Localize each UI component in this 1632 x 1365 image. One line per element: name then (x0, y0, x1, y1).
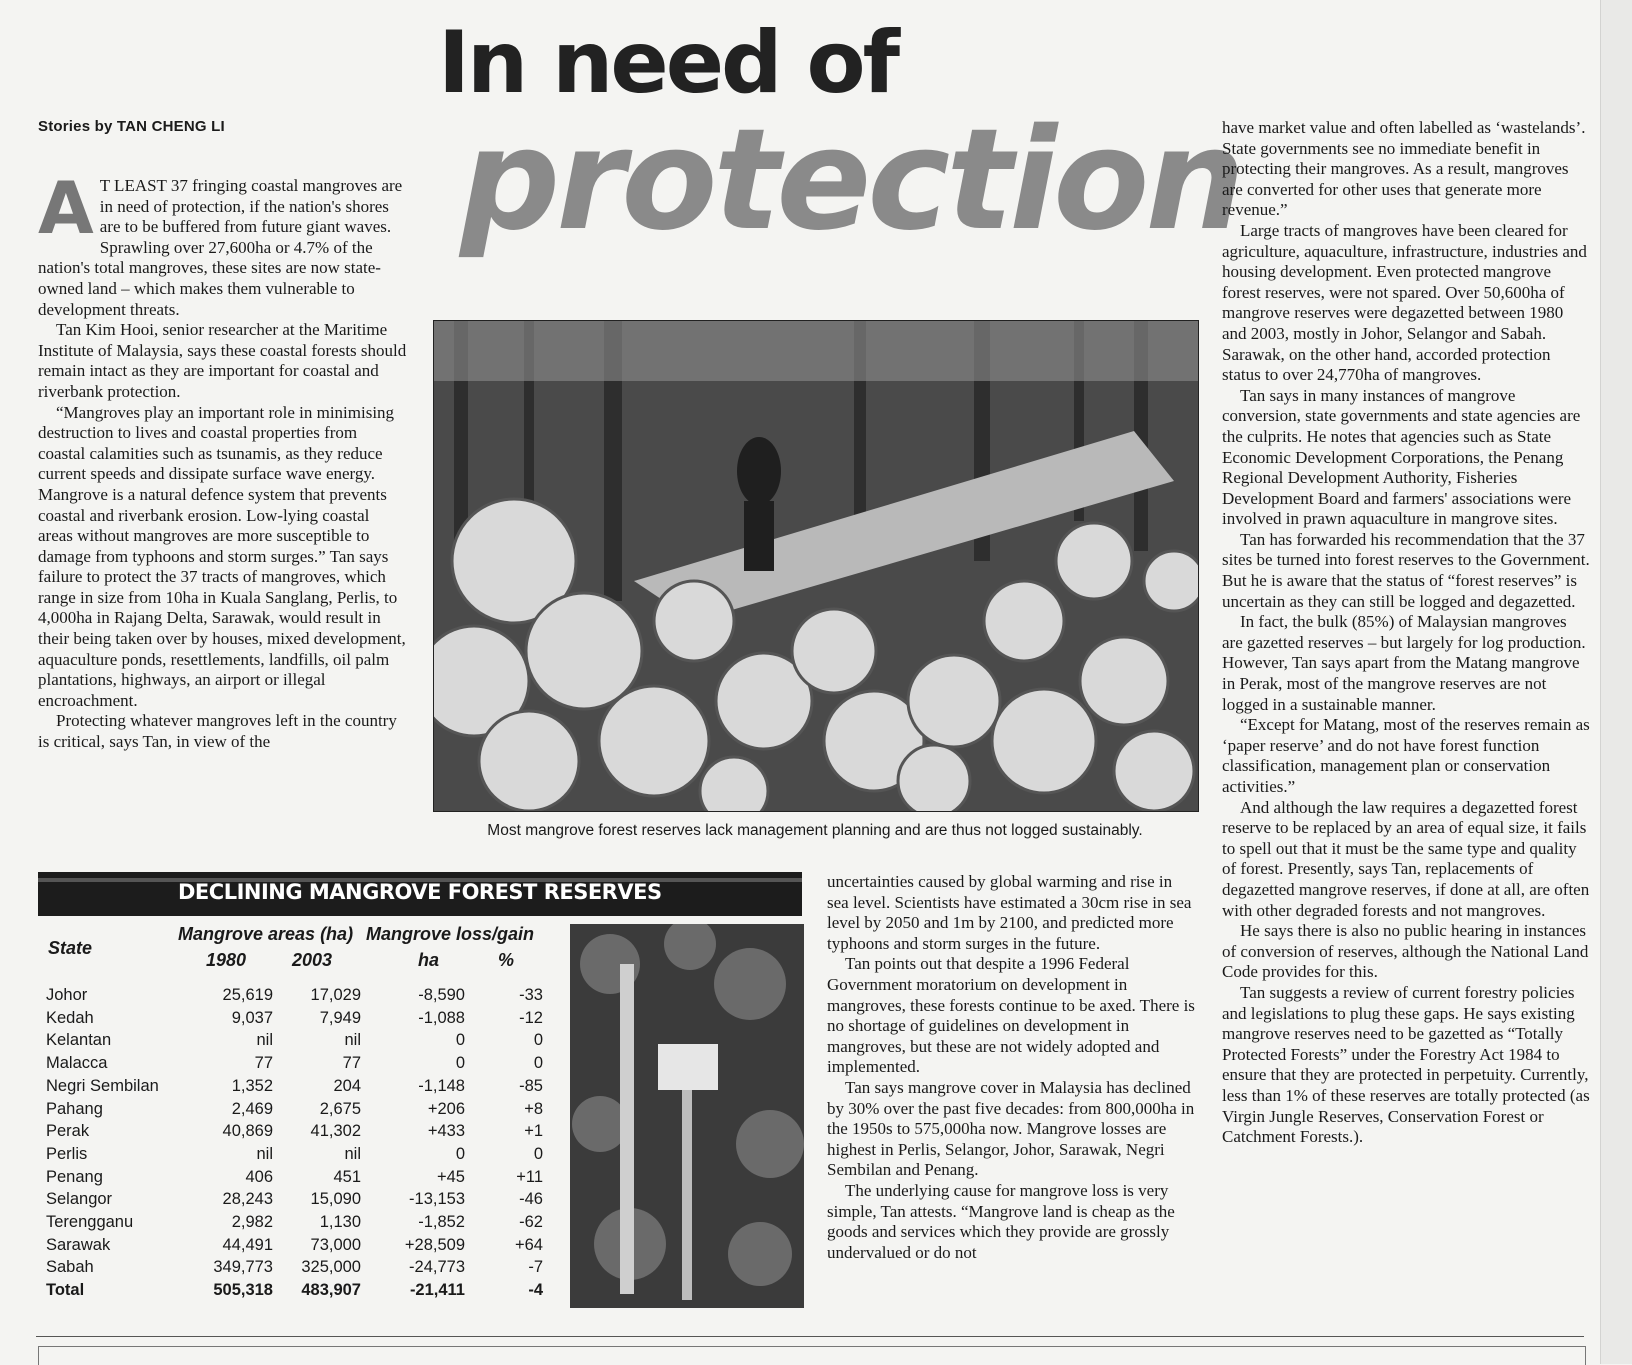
area-2003-cell: 204 (333, 1076, 361, 1095)
loss-pct-cell: -4 (528, 1281, 543, 1300)
area-1980-cell: 40,869 (222, 1122, 273, 1141)
table-row (38, 1054, 558, 1077)
article-column-4 (1222, 118, 1590, 1148)
area-1980-cell: 9,037 (231, 1008, 273, 1027)
state-cell: Penang (46, 1167, 103, 1186)
table-row (38, 1168, 558, 1191)
table-row (38, 986, 558, 1009)
area-1980-cell: 406 (245, 1167, 273, 1186)
loss-pct-cell: -12 (519, 1008, 543, 1027)
lead-text: T LEAST 37 fringing coastal mangroves are in need of protection, if the nation's shores are to be buffered from future giant waves. (99, 176, 403, 237)
state-cell: Negri Sembilan (46, 1076, 159, 1095)
area-2003-cell: 451 (333, 1167, 361, 1186)
headline-line2: protection (460, 99, 1242, 262)
state-cell: Johor (46, 986, 88, 1004)
table-row (38, 1213, 558, 1236)
table-row (38, 1100, 558, 1123)
paragraph: Protecting whatever mangroves left in the country is critical, says Tan, in view of the (38, 711, 397, 752)
area-1980-cell: nil (256, 1031, 273, 1050)
logs-photo (433, 320, 1199, 812)
table-title: DECLINING MANGROVE FOREST RESERVES (178, 880, 662, 904)
signpost-illustration (570, 924, 804, 1308)
area-1980-cell: 2,469 (231, 1099, 273, 1118)
table-row (38, 1031, 558, 1054)
loss-ha-cell: -8,590 (418, 986, 465, 1004)
state-cell: Perlis (46, 1144, 88, 1163)
area-2003-cell: nil (344, 1031, 361, 1050)
paragraph: Tan suggests a review of current forestry policies and legislations to plug these gaps. He says existing mangrove reserves need to be gazetted as “Totally Protected Forests” under the Forestry Act 1984 to ensure that they are protected in perpetuity. Currently, less than 1% of these reserves are totally protected (as Virgin Jungle Reserves, Conservation Forest or Catchment Forests.). (1222, 982, 1590, 1147)
paragraph: The underlying cause for mangrove loss is very simple, Tan attests. “Mangrove land is cheap as the goods and services which they provide are grossly undervalued or do not (827, 1180, 1175, 1262)
state-cell: Pahang (46, 1099, 103, 1118)
paragraph: uncertainties caused by global warming and rise in sea level. Scientists have estimated a 30cm rise in sea level by 2050 and 1m by 2100, and predicted more typhoons and storm surges in the future. (827, 872, 1192, 953)
area-2003-cell: 15,090 (310, 1190, 361, 1209)
photo-caption: Most mangrove forest reserves lack management planning and are thus not logged sustainably. (487, 822, 1143, 839)
state-cell: Total (46, 1281, 85, 1300)
area-2003-cell: 41,302 (310, 1122, 361, 1141)
header-loss: Mangrove loss/gain (366, 924, 535, 944)
loss-pct-cell: 0 (533, 1054, 543, 1073)
paragraph: He says there is also no public hearing in instances of conversion of reserves, although the National Land Code provides for this. (1222, 921, 1589, 982)
area-2003-cell: 1,130 (319, 1213, 361, 1231)
state-cell: Selangor (46, 1190, 113, 1209)
state-cell: Kedah (46, 1008, 94, 1027)
table-row (38, 1258, 558, 1281)
area-1980-cell: 28,243 (222, 1190, 273, 1209)
state-cell: Terengganu (46, 1213, 134, 1231)
paragraph: Large tracts of mangroves have been cleared for agriculture, aquaculture, infrastructure, industries and housing development. Even protected mangrove forest reserves, were not spared. Over 50,600ha of mangrove reserves were degazetted between 1980 and 2003, mostly in Johor, Selangor and Sabah. Sarawak, on the other hand, accorded protection status to over 24,770ha of mangroves. (1222, 220, 1587, 385)
table-row (38, 1190, 558, 1213)
paragraph: And although the law requires a degazetted forest reserve to be replaced by an area of equal size, it fails to spell out that it must be the same type and quality of forest. Presently, says Tan, replacements of degazetted mangrove reserves, if done at all, are often with other degraded forests and not mangroves. (1222, 797, 1590, 920)
loss-ha-cell: -21,411 (409, 1281, 465, 1300)
state-cell: Malacca (46, 1054, 108, 1073)
table-row (38, 1145, 558, 1168)
area-1980-cell: nil (256, 1144, 273, 1163)
mangrove-reserves-table (38, 872, 808, 1316)
table-row (38, 1009, 558, 1032)
area-2003-cell: 325,000 (301, 1258, 361, 1277)
paragraph: Tan says mangrove cover in Malaysia has declined by 30% over the past five decades: from 800,000ha in the 1950s to 575,000ha now. Mangrove losses are highest in Perlis, Selangor, Johor, Sarawak, Negri Sembilan and Penang. (827, 1077, 1195, 1180)
loss-pct-cell: +8 (524, 1099, 543, 1118)
loss-ha-cell: -1,148 (418, 1076, 465, 1095)
state-cell: Sarawak (46, 1235, 111, 1254)
paragraph: In fact, the bulk (85%) of Malaysian mangroves are gazetted reserves – but largely for log production. However, Tan says apart from the Matang mangrove in Perak, most of the mangrove reserves are not logged in a sustainable manner. (1222, 612, 1586, 714)
state-cell: Sabah (46, 1258, 94, 1277)
loss-pct-cell: 0 (533, 1031, 543, 1050)
loss-ha-cell: 0 (455, 1031, 465, 1050)
area-2003-cell: nil (344, 1144, 361, 1163)
bottom-rule (36, 1336, 1584, 1337)
article-column-3 (827, 872, 1195, 1263)
header-1980: 1980 (206, 950, 247, 970)
state-cell: Perak (46, 1122, 90, 1141)
page-edge (1600, 0, 1632, 1364)
table-banner (38, 872, 802, 916)
area-2003-cell: 77 (342, 1054, 361, 1073)
signpost-photo (570, 924, 804, 1308)
loss-ha-cell: -24,773 (409, 1258, 465, 1277)
loss-ha-cell: -13,153 (409, 1190, 465, 1209)
loss-pct-cell: -7 (528, 1258, 543, 1277)
area-2003-cell: 483,907 (301, 1281, 361, 1300)
area-1980-cell: 25,619 (222, 986, 273, 1004)
area-1980-cell: 505,318 (213, 1281, 273, 1300)
loss-ha-cell: +45 (437, 1167, 465, 1186)
paragraph: “Mangroves play an important role in minimising destruction to lives and coastal properties from coastal calamities such as tsunamis, as they reduce current speeds and dissipate surface wave energy. Mangrove is a natural defence system that prevents coastal and riverbank erosion. Low-lying coastal areas without mangroves are more susceptible to damage from typhoons and storm surges.” Tan says failure to protect the 37 tracts of mangroves, which range in size from 10ha in Kuala Sanglang, Perlis, to 4,000ha in Rajang Delta, Sarawak, would result in their being taken over by houses, mixed development, aquaculture ponds, resettlements, landfills, oil palm plantations, highways, an airport or illegal encroachment. (38, 402, 406, 710)
paragraph: Tan points out that despite a 1996 Federal Government moratorium on development in mangroves, these forests continue to be axed. There is no shortage of guidelines on development in mangroves, but these are not widely adopted and implemented. (827, 954, 1195, 1077)
table-row (38, 1077, 558, 1100)
area-1980-cell: 44,491 (222, 1235, 273, 1254)
area-2003-cell: 2,675 (319, 1099, 361, 1118)
loss-ha-cell: +433 (427, 1122, 465, 1141)
paragraph: Tan says in many instances of mangrove conversion, state governments and state agencies are the culprits. He notes that agencies such as State Economic Development Corporations, the Penang Regional Development Authority, Fisheries Development Board and farmers' associations were involved in prawn aquaculture in mangrove sites. (1222, 385, 1581, 529)
state-cell: Kelantan (46, 1031, 112, 1050)
loss-ha-cell: -1,852 (418, 1213, 465, 1231)
header-pct: % (498, 950, 515, 970)
loss-pct-cell: -33 (519, 986, 543, 1004)
table-total-row (38, 1281, 558, 1304)
byline: Stories by TAN CHENG LI (38, 118, 225, 135)
headline-line1: In need of (438, 13, 898, 113)
loss-ha-cell: 0 (455, 1144, 465, 1163)
area-1980-cell: 2,982 (231, 1213, 273, 1231)
area-1980-cell: 349,773 (213, 1258, 273, 1277)
loss-pct-cell: 0 (533, 1144, 543, 1163)
header-ha: ha (418, 950, 440, 970)
paragraph: “Except for Matang, most of the reserves remain as ‘paper reserve’ and do not have forest function classification, management plan or conservation activities.” (1222, 715, 1590, 796)
paragraph: have market value and often labelled as ‘wastelands’. State governments see no immediate benefit in protecting their mangroves. As a result, mangroves are converted for other uses that generate more revenue.” (1222, 118, 1586, 220)
area-1980-cell: 77 (254, 1054, 273, 1073)
drop-cap: A (38, 166, 94, 250)
lead-paragraph (38, 166, 408, 250)
header-areas: Mangrove areas (ha) (178, 924, 354, 944)
paragraph: Tan Kim Hooi, senior researcher at the Maritime Institute of Malaysia, says these coastal forests should remain intact as they are important for coastal and riverbank protection. (38, 320, 407, 401)
article-column-1 (38, 166, 408, 753)
area-1980-cell: 1,352 (231, 1076, 273, 1095)
table-row (38, 1122, 558, 1145)
loss-pct-cell: -62 (519, 1213, 543, 1231)
area-2003-cell: 17,029 (310, 986, 361, 1004)
loss-ha-cell: -1,088 (418, 1008, 465, 1027)
area-2003-cell: 7,949 (319, 1008, 361, 1027)
loss-ha-cell: +206 (427, 1099, 465, 1118)
loss-ha-cell: 0 (455, 1054, 465, 1073)
area-2003-cell: 73,000 (310, 1235, 361, 1254)
paragraph: Tan has forwarded his recommendation that the 37 sites be turned into forest reserves to the Government. But he is aware that the status of “forest reserves” is uncertain as they can still be logged and degazetted. (1222, 529, 1590, 611)
next-article-box (38, 1346, 1586, 1365)
header-state: State (48, 938, 93, 958)
loss-ha-cell: +28,509 (404, 1235, 465, 1254)
loss-pct-cell: +64 (515, 1235, 543, 1254)
loss-pct-cell: -46 (519, 1190, 543, 1209)
loss-pct-cell: +1 (524, 1122, 543, 1141)
header-2003: 2003 (292, 950, 333, 970)
table-row (38, 1236, 558, 1259)
loss-pct-cell: -85 (519, 1076, 543, 1095)
loss-pct-cell: +11 (516, 1167, 543, 1186)
logs-photo-illustration (434, 321, 1198, 811)
paragraph: Sprawling over 27,600ha or 4.7% of the nation's total mangroves, these sites are now state-owned land – which makes them vulnerable to development threats. (38, 237, 381, 319)
